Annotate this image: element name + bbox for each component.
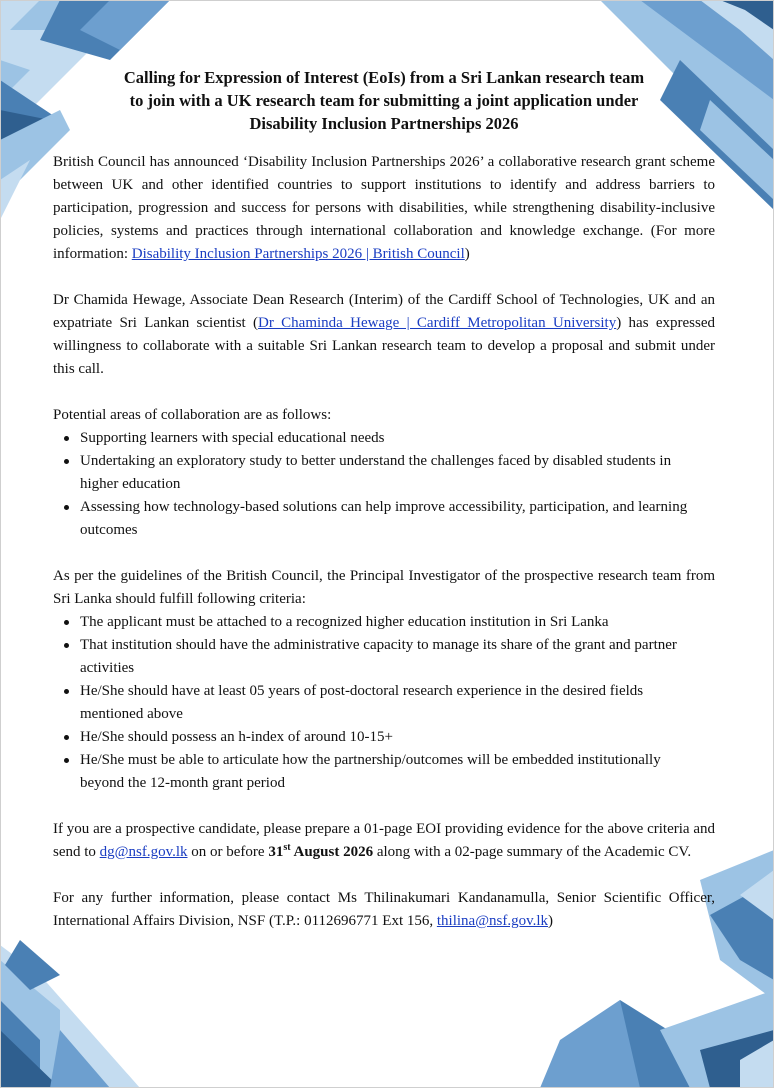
- contact-text: For any further information, please contact Ms Thilinakumari Kandanamulla, Senior Scientific Officer, International Affairs Division, NSF (T.P.: 0112696771 Ext 156,: [53, 890, 715, 929]
- list-item: He/She should have at least 05 years of post-doctoral research experience in the desired fields mentioned above: [80, 680, 690, 726]
- document-title: [83, 66, 685, 135]
- submission-text-end: along with a 02-page summary of the Academic CV.: [373, 844, 692, 860]
- british-council-link[interactable]: Disability Inclusion Partnerships 2026 | British Council: [131, 246, 465, 262]
- deadline-day: 31: [268, 844, 284, 860]
- collaborator-text: Dr Chamida Hewage, Associate Dean Research (Interim) of the Cardiff School of Technologies, UK and an expatriate Sri Lankan scientist (: [53, 292, 715, 331]
- contact-email-link[interactable]: thilina@nsf.gov.lk: [436, 913, 549, 929]
- list-item: He/She must be able to articulate how the partnership/outcomes will be embedded institutionally beyond the 12-month grant period: [80, 749, 690, 795]
- deadline-month-year: August 2026: [290, 844, 374, 860]
- collaborator-paragraph: [53, 289, 715, 381]
- list-item: That institution should have the administrative capacity to manage its share of the grant and partner activities: [80, 634, 690, 680]
- deadline-date: [268, 844, 373, 860]
- contact-text-end: ): [548, 913, 554, 929]
- intro-text-end: ): [464, 246, 470, 262]
- areas-list: [53, 427, 715, 542]
- areas-intro: Potential areas of collaboration are as follows:: [53, 407, 332, 423]
- criteria-intro: As per the guidelines of the British Council, the Principal Investigator of the prospective research team from Sri Lanka should fulfill following criteria:: [53, 568, 715, 607]
- title-line-2: to join with a UK research team for submitting a joint application under: [129, 91, 639, 110]
- submission-text: If you are a prospective candidate, please prepare a 01-page EOI providing evidence for the above criteria and send to: [53, 821, 715, 860]
- bottom-left-decoration: [0, 940, 140, 1088]
- intro-paragraph: [53, 151, 715, 266]
- title-line-1: Calling for Expression of Interest (EoIs) from a Sri Lankan research team: [123, 68, 645, 87]
- deadline-day-suffix: st: [283, 842, 291, 853]
- intro-text: British Council has announced ‘Disability Inclusion Partnerships 2026’ a collaborative research grant scheme between UK and other identified countries to support institutions to identify and address barriers to participation, progression and success for persons with disabilities, while strengthening disability-inclusive policies, systems and practices through international collaboration and knowledge exchange. (For more information:: [53, 154, 715, 262]
- dg-email-link[interactable]: dg@nsf.gov.lk: [99, 844, 188, 860]
- document-body: [53, 66, 715, 933]
- title-line-3: Disability Inclusion Partnerships 2026: [249, 114, 519, 133]
- submission-text-middle: on or before: [187, 844, 269, 860]
- contact-paragraph: [53, 887, 715, 933]
- list-item: The applicant must be attached to a recognized higher education institution in Sri Lanka: [80, 611, 690, 634]
- cardiff-profile-link[interactable]: Dr Chaminda Hewage | Cardiff Metropolitan University: [258, 315, 617, 331]
- list-item: Undertaking an exploratory study to better understand the challenges faced by disabled students in higher education: [80, 450, 690, 496]
- criteria-list: [53, 611, 715, 795]
- submission-paragraph: [53, 818, 715, 864]
- list-item: Assessing how technology-based solutions can help improve accessibility, participation, and learning outcomes: [80, 496, 690, 542]
- list-item: Supporting learners with special educational needs: [80, 427, 690, 450]
- list-item: He/She should possess an h-index of around 10-15+: [80, 726, 690, 749]
- collaborator-text-end: ) has expressed willingness to collaborate with a suitable Sri Lankan research team to develop a proposal and submit under this call.: [53, 315, 715, 377]
